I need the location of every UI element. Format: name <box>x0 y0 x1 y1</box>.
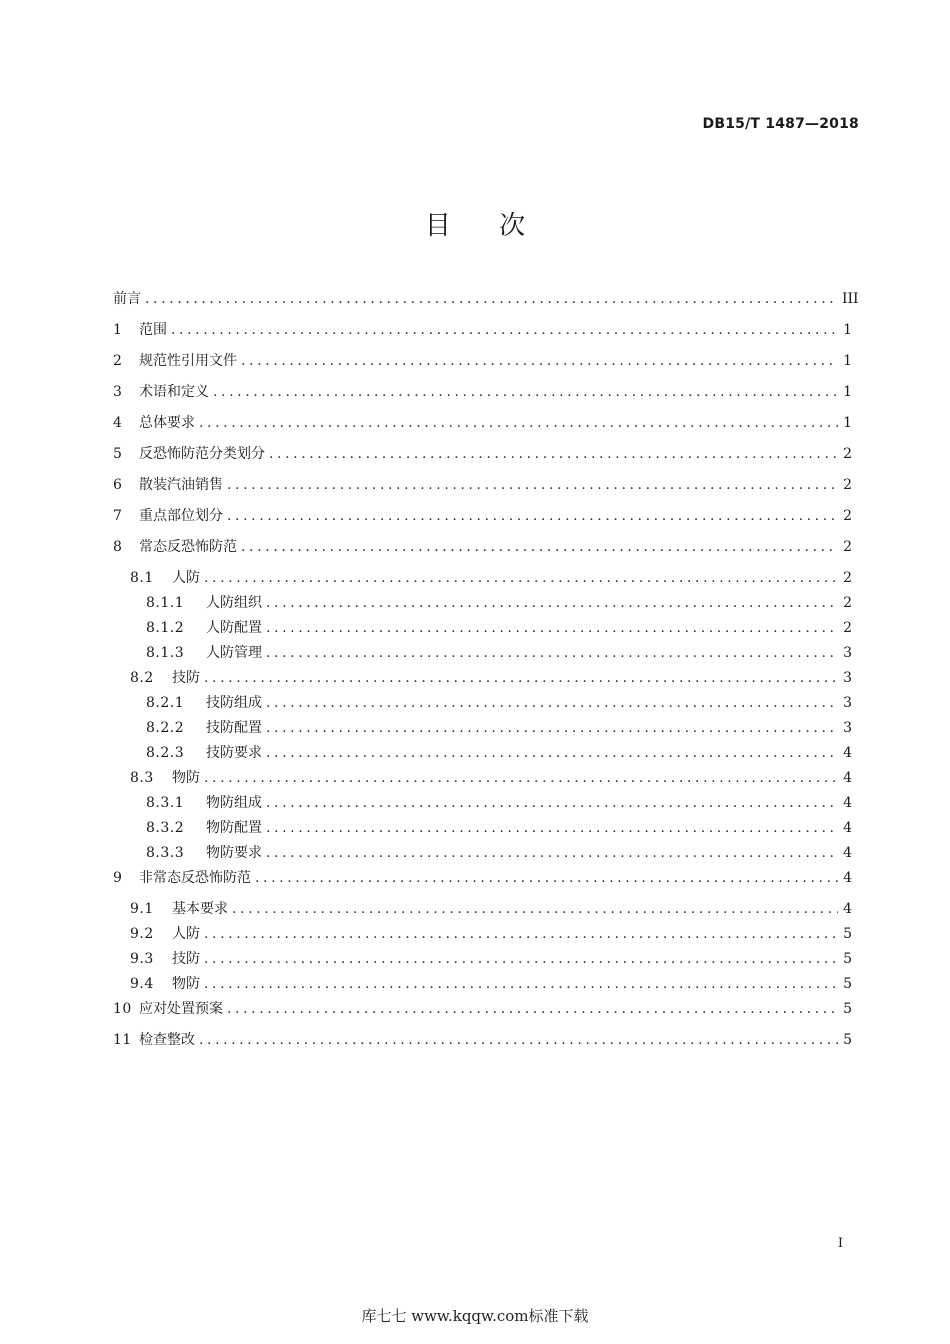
toc-leader-dots <box>199 1028 838 1053</box>
toc-entry-number: 9 <box>113 870 123 886</box>
toc-entry[interactable] <box>113 380 852 411</box>
toc-entry[interactable] <box>113 741 852 766</box>
toc-entry[interactable] <box>113 442 852 473</box>
toc-entry-page: 4 <box>843 870 852 886</box>
table-of-contents <box>113 287 859 1059</box>
toc-entry-page: 1 <box>843 353 852 369</box>
toc-leader-dots <box>204 566 838 591</box>
toc-entry-number: 8.3.3 <box>146 845 185 861</box>
toc-leader-dots <box>269 442 838 467</box>
toc-entry-title: 重点部位划分 <box>139 508 223 524</box>
toc-entry-number: 8.1 <box>130 570 154 586</box>
toc-entry[interactable] <box>113 473 852 504</box>
toc-leader-dots <box>227 504 838 529</box>
toc-entry[interactable] <box>113 535 852 566</box>
toc-entry-number: 3 <box>113 384 123 400</box>
toc-entry-title: 反恐怖防范分类划分 <box>139 446 265 462</box>
toc-entry[interactable] <box>113 997 852 1028</box>
toc-entry-number: 8.2.1 <box>146 695 185 711</box>
toc-entry[interactable] <box>113 816 852 841</box>
toc-entry[interactable] <box>113 591 852 616</box>
toc-entry-title: 术语和定义 <box>139 384 209 400</box>
toc-leader-dots <box>204 947 838 972</box>
toc-entry-page: 3 <box>843 670 852 686</box>
toc-entry-page: 5 <box>843 1032 852 1048</box>
toc-entry-page: 2 <box>843 477 852 493</box>
toc-entry[interactable] <box>113 947 852 972</box>
toc-entry-number: 8.3 <box>130 770 154 786</box>
toc-entry-title: 物防组成 <box>206 795 262 811</box>
toc-entry-number: 11 <box>113 1032 132 1048</box>
toc-entry-number: 8.1.1 <box>146 595 185 611</box>
toc-entry-page: 3 <box>843 720 852 736</box>
toc-entry-page: 4 <box>843 820 852 836</box>
toc-entry[interactable] <box>113 716 852 741</box>
toc-leader-dots <box>204 922 838 947</box>
toc-entry-page: 1 <box>843 322 852 338</box>
toc-entry-page: 2 <box>843 570 852 586</box>
toc-entry-page: 1 <box>843 384 852 400</box>
page-number: I <box>837 1236 843 1251</box>
toc-entry-title: 技防 <box>172 951 200 967</box>
toc-leader-dots <box>266 741 838 766</box>
toc-entry[interactable] <box>113 411 852 442</box>
toc-entry-title: 应对处置预案 <box>139 1001 223 1017</box>
toc-entry-title: 人防组织 <box>206 595 262 611</box>
toc-entry-title: 规范性引用文件 <box>139 353 237 369</box>
toc-entry-page: 1 <box>843 415 852 431</box>
toc-entry-title: 范围 <box>139 322 167 338</box>
toc-entry[interactable] <box>113 897 852 922</box>
toc-entry-page: 4 <box>843 795 852 811</box>
toc-leader-dots <box>213 380 838 405</box>
toc-entry-number: 5 <box>113 446 123 462</box>
toc-entry[interactable] <box>113 922 852 947</box>
toc-entry-page: III <box>842 291 859 307</box>
toc-entry-number: 8.3.1 <box>146 795 185 811</box>
toc-entry-title: 基本要求 <box>172 901 228 917</box>
toc-entry-number: 9.2 <box>130 926 154 942</box>
document-id: DB15/T 1487—2018 <box>702 116 859 132</box>
toc-entry-page: 2 <box>843 595 852 611</box>
toc-entry-title: 人防 <box>172 570 200 586</box>
toc-leader-dots <box>232 897 838 922</box>
toc-entry-page: 3 <box>843 645 852 661</box>
toc-entry-number: 2 <box>113 353 123 369</box>
toc-entry-title: 总体要求 <box>139 415 195 431</box>
toc-entry-title: 人防配置 <box>206 620 262 636</box>
toc-leader-dots <box>266 616 838 641</box>
toc-leader-dots <box>199 411 838 436</box>
toc-leader-dots <box>227 997 838 1022</box>
toc-leader-dots <box>204 972 838 997</box>
toc-entry[interactable] <box>113 504 852 535</box>
toc-entry-page: 5 <box>843 951 852 967</box>
toc-entry-title: 技防配置 <box>206 720 262 736</box>
toc-entry-title: 人防 <box>172 926 200 942</box>
toc-leader-dots <box>204 666 838 691</box>
toc-entry[interactable] <box>113 1028 852 1059</box>
toc-entry-number: 8.2.3 <box>146 745 185 761</box>
toc-entry[interactable] <box>113 666 852 691</box>
toc-entry-number: 4 <box>113 415 123 431</box>
toc-leader-dots <box>204 766 838 791</box>
toc-entry-number: 7 <box>113 508 123 524</box>
toc-entry-number: 9.3 <box>130 951 154 967</box>
toc-leader-dots <box>266 816 838 841</box>
toc-entry-title: 物防配置 <box>206 820 262 836</box>
toc-entry-title: 散装汽油销售 <box>139 477 223 493</box>
toc-leader-dots <box>266 791 838 816</box>
toc-entry-number: 8 <box>113 539 123 555</box>
toc-entry-title: 物防 <box>172 976 200 992</box>
toc-leader-dots <box>145 287 838 312</box>
toc-leader-dots <box>266 841 838 866</box>
toc-entry-number: 8.2 <box>130 670 154 686</box>
toc-entry-number: 9.1 <box>130 901 154 917</box>
toc-entry[interactable] <box>113 791 852 816</box>
toc-entry-page: 4 <box>843 845 852 861</box>
toc-entry[interactable] <box>113 691 852 716</box>
toc-entry-page: 3 <box>843 695 852 711</box>
toc-entry-page: 2 <box>843 508 852 524</box>
toc-leader-dots <box>266 691 838 716</box>
toc-entry-page: 5 <box>843 926 852 942</box>
toc-entry-number: 1 <box>113 322 123 338</box>
toc-entry-page: 4 <box>843 745 852 761</box>
toc-entry-title: 技防组成 <box>206 695 262 711</box>
toc-leader-dots <box>266 716 838 741</box>
toc-entry[interactable] <box>113 349 852 380</box>
toc-entry-number: 6 <box>113 477 123 493</box>
toc-leader-dots <box>266 591 838 616</box>
toc-leader-dots <box>255 866 838 891</box>
toc-entry-page: 4 <box>843 770 852 786</box>
toc-leader-dots <box>241 535 838 560</box>
toc-entry-title: 非常态反恐怖防范 <box>139 870 251 886</box>
toc-entry[interactable] <box>113 841 852 866</box>
toc-entry-title: 物防要求 <box>206 845 262 861</box>
toc-entry-number: 9.4 <box>130 976 154 992</box>
toc-entry[interactable] <box>113 641 852 666</box>
toc-entry-title: 前言 <box>113 291 141 307</box>
toc-leader-dots <box>266 641 838 666</box>
toc-entry-page: 2 <box>843 446 852 462</box>
toc-entry-title: 技防 <box>172 670 200 686</box>
toc-entry[interactable] <box>113 766 852 791</box>
toc-leader-dots <box>227 473 838 498</box>
toc-entry-title: 检查整改 <box>139 1032 195 1048</box>
page-title: 目 次 <box>424 211 546 241</box>
toc-entry[interactable] <box>113 318 852 349</box>
toc-entry[interactable] <box>113 972 852 997</box>
toc-entry[interactable] <box>113 616 852 641</box>
toc-leader-dots <box>241 349 838 374</box>
toc-entry[interactable] <box>113 287 859 318</box>
toc-entry[interactable] <box>113 866 852 897</box>
toc-entry-page: 5 <box>843 1001 852 1017</box>
toc-entry-page: 4 <box>843 901 852 917</box>
toc-entry-title: 物防 <box>172 770 200 786</box>
toc-entry-page: 5 <box>843 976 852 992</box>
toc-entry-title: 人防管理 <box>206 645 262 661</box>
toc-entry-number: 8.3.2 <box>146 820 185 836</box>
toc-entry-title: 常态反恐怖防范 <box>139 539 237 555</box>
toc-entry[interactable] <box>113 566 852 591</box>
toc-entry-number: 8.1.3 <box>146 645 185 661</box>
toc-entry-number: 10 <box>113 1001 132 1017</box>
watermark-text: 库七七 www.kqqw.com标准下载 <box>361 1307 589 1325</box>
toc-entry-number: 8.2.2 <box>146 720 185 736</box>
toc-entry-title: 技防要求 <box>206 745 262 761</box>
toc-entry-page: 2 <box>843 539 852 555</box>
toc-entry-number: 8.1.2 <box>146 620 185 636</box>
toc-leader-dots <box>171 318 838 343</box>
toc-entry-page: 2 <box>843 620 852 636</box>
